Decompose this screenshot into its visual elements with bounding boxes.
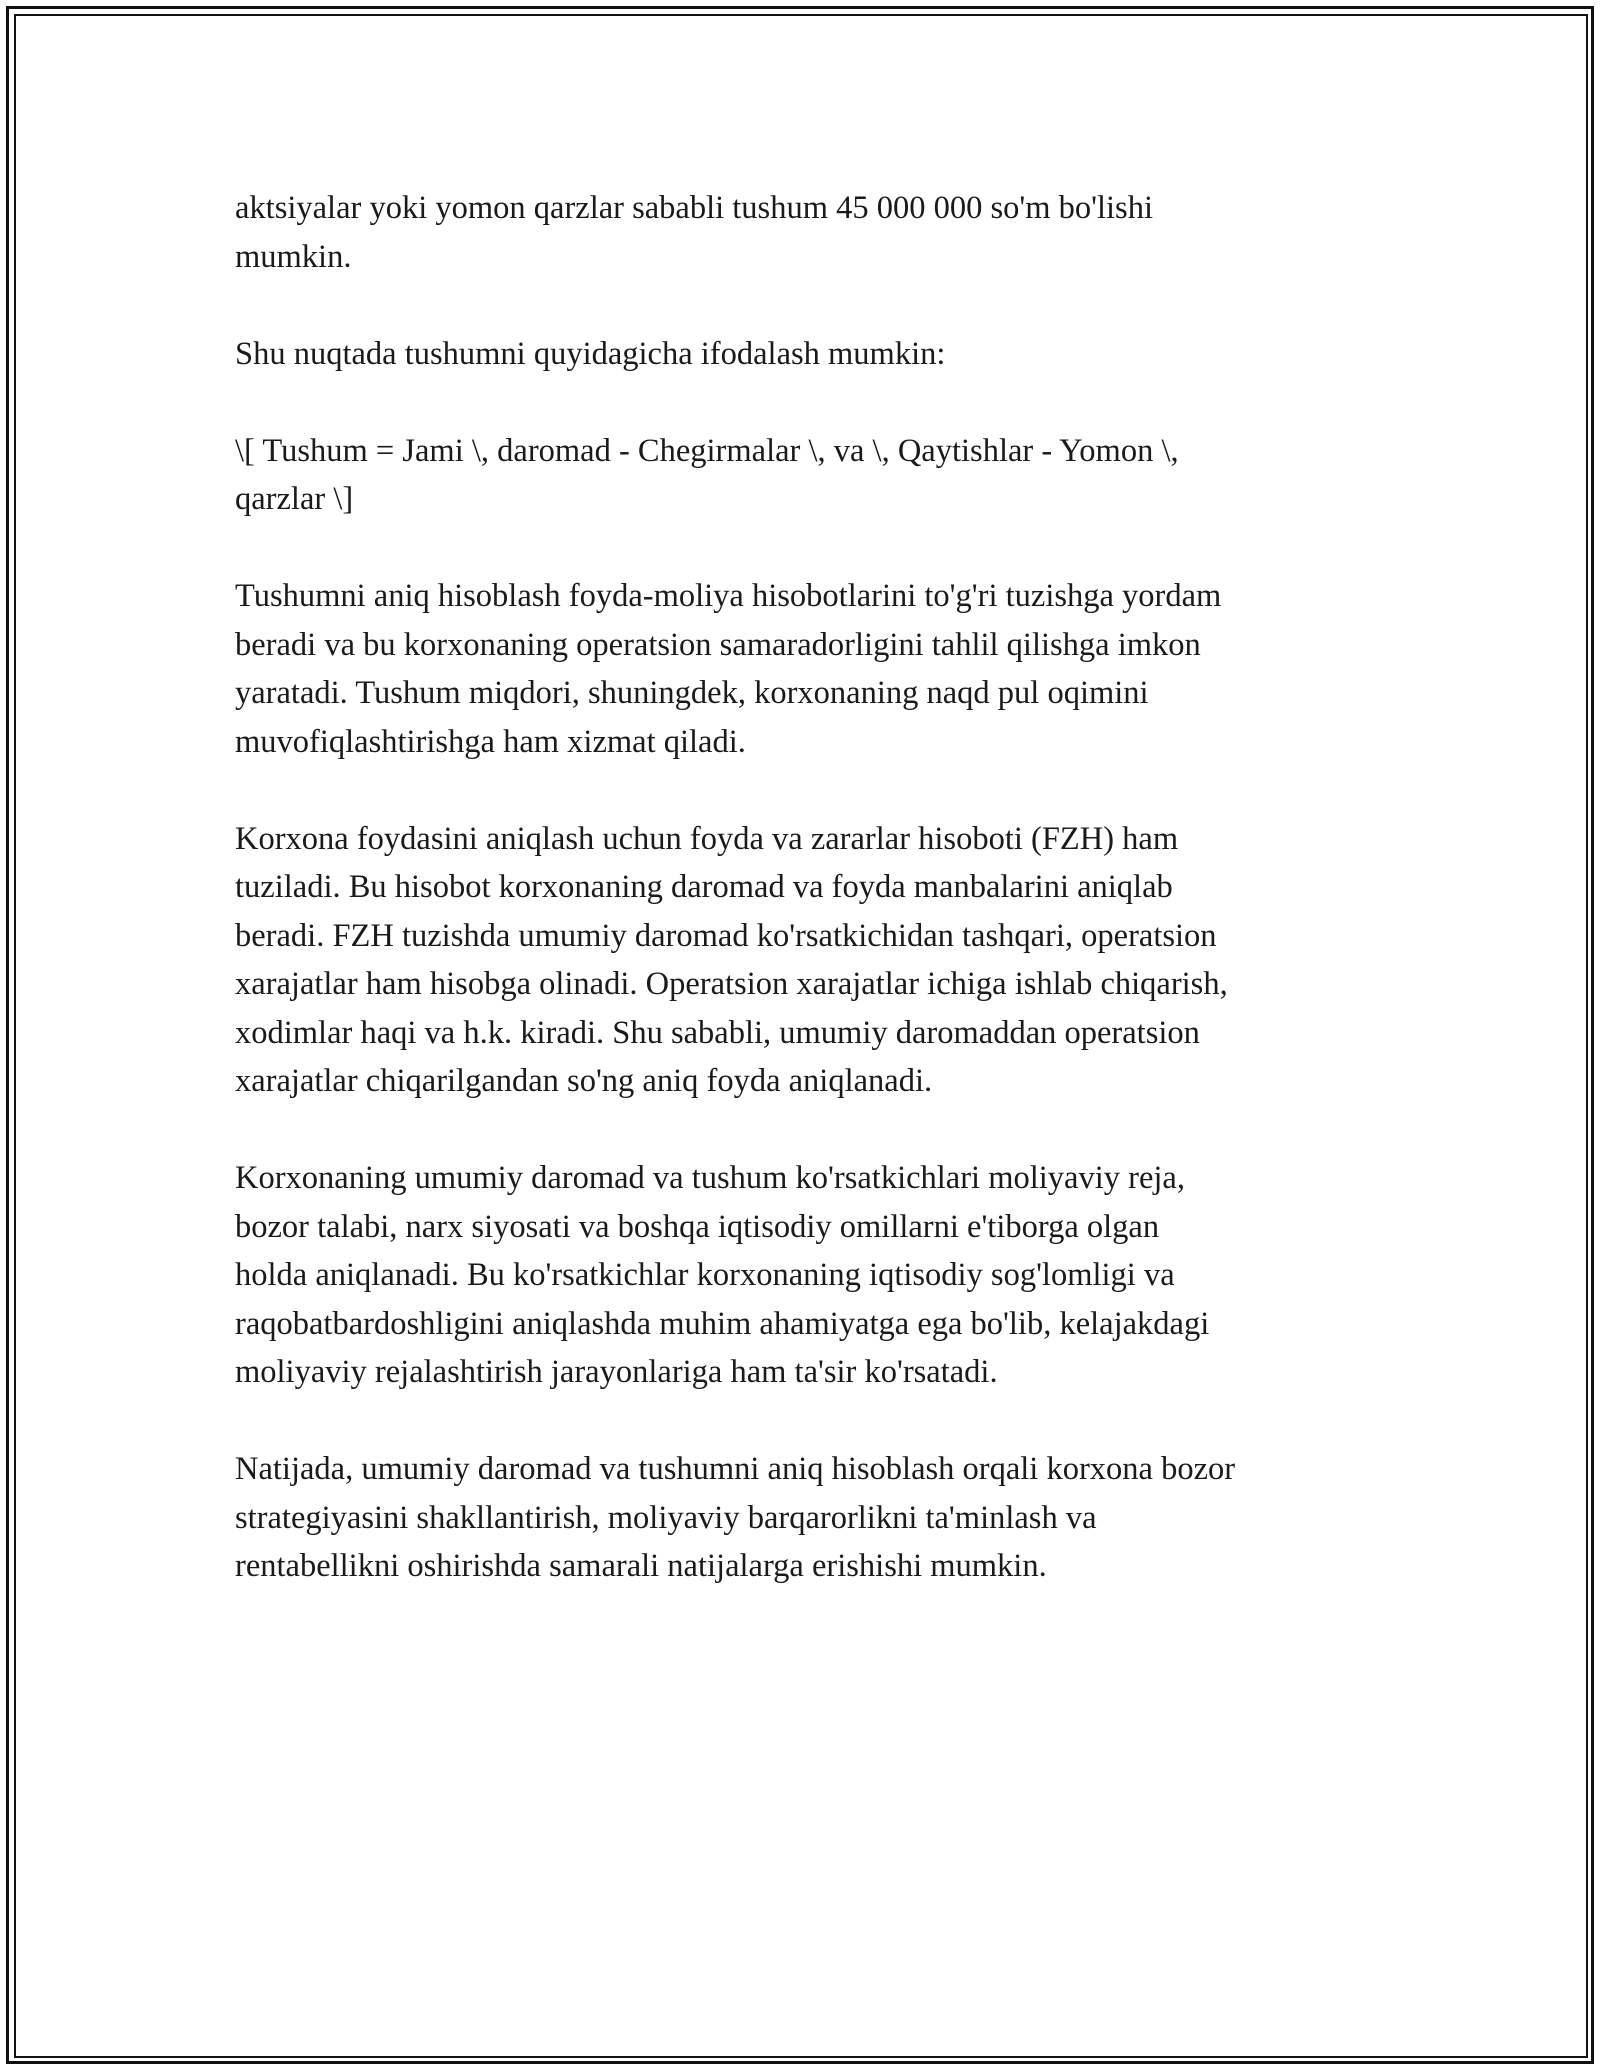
- paragraph-revenue-importance: Tushumni aniq hisoblash foyda-moliya hisobotlarini to'g'ri tuzishga yordam beradi va bu korxonaning operatsion samaradorligini tahlil qilishga imkon yaratadi. Tushum miqdori, shuningdek, korxonaning naqd pul oqimini muvofiqlashtirishga ham xizmat qiladi.: [235, 578, 1222, 760]
- document-body: [235, 184, 1395, 1639]
- paragraph-profit-loss-statement: Korxona foydasini aniqlash uchun foyda va zararlar hisoboti (FZH) ham tuziladi. Bu hisobot korxonaning daromad va foyda manbalarini aniqlab beradi. FZH tuzishda umumiy daromad ko'rsatkichidan tashqari, operatsion xarajatlar ham hisobga olinadi. Operatsion xarajatlar ichiga ishlab chiqarish, xodimlar haqi va h.k. kiradi. Shu sababli, umumiy daromaddan operatsion xarajatlar chiqarilgandan so'ng aniq foyda aniqlanadi.: [235, 820, 1228, 1099]
- formula-revenue: \[ Tushum = Jami \, daromad - Chegirmalar \, va \, Qaytishlar - Yomon \, qarzlar \]: [235, 432, 1179, 517]
- paragraph-indicators: Korxonaning umumiy daromad va tushum ko'rsatkichlari moliyaviy reja, bozor talabi, narx siyosati va boshqa iqtisodiy omillarni e'tiborga olgan holda aniqlanadi. Bu ko'rsatkichlar korxonaning iqtisodiy sog'lomligi va raqobatbardoshligini aniqlashda muhim ahamiyatga ega bo'lib, kelajakdagi moliyaviy rejalashtirish jarayonlariga ham ta'sir ko'rsatadi.: [235, 1160, 1210, 1390]
- paragraph-revenue-deduction: aktsiyalar yoki yomon qarzlar sababli tushum 45 000 000 so'm bo'lishi mumkin.: [235, 190, 1153, 275]
- paragraph-formula-intro: Shu nuqtada tushumni quyidagicha ifodalash mumkin:: [235, 335, 946, 372]
- paragraph-conclusion: Natijada, umumiy daromad va tushumni aniq hisoblash orqali korxona bozor strategiyasini shakllantirish, moliyaviy barqarorlikni ta'minlash va rentabellikni oshirishda samarali natijalarga erishishi mumkin.: [235, 1451, 1236, 1584]
